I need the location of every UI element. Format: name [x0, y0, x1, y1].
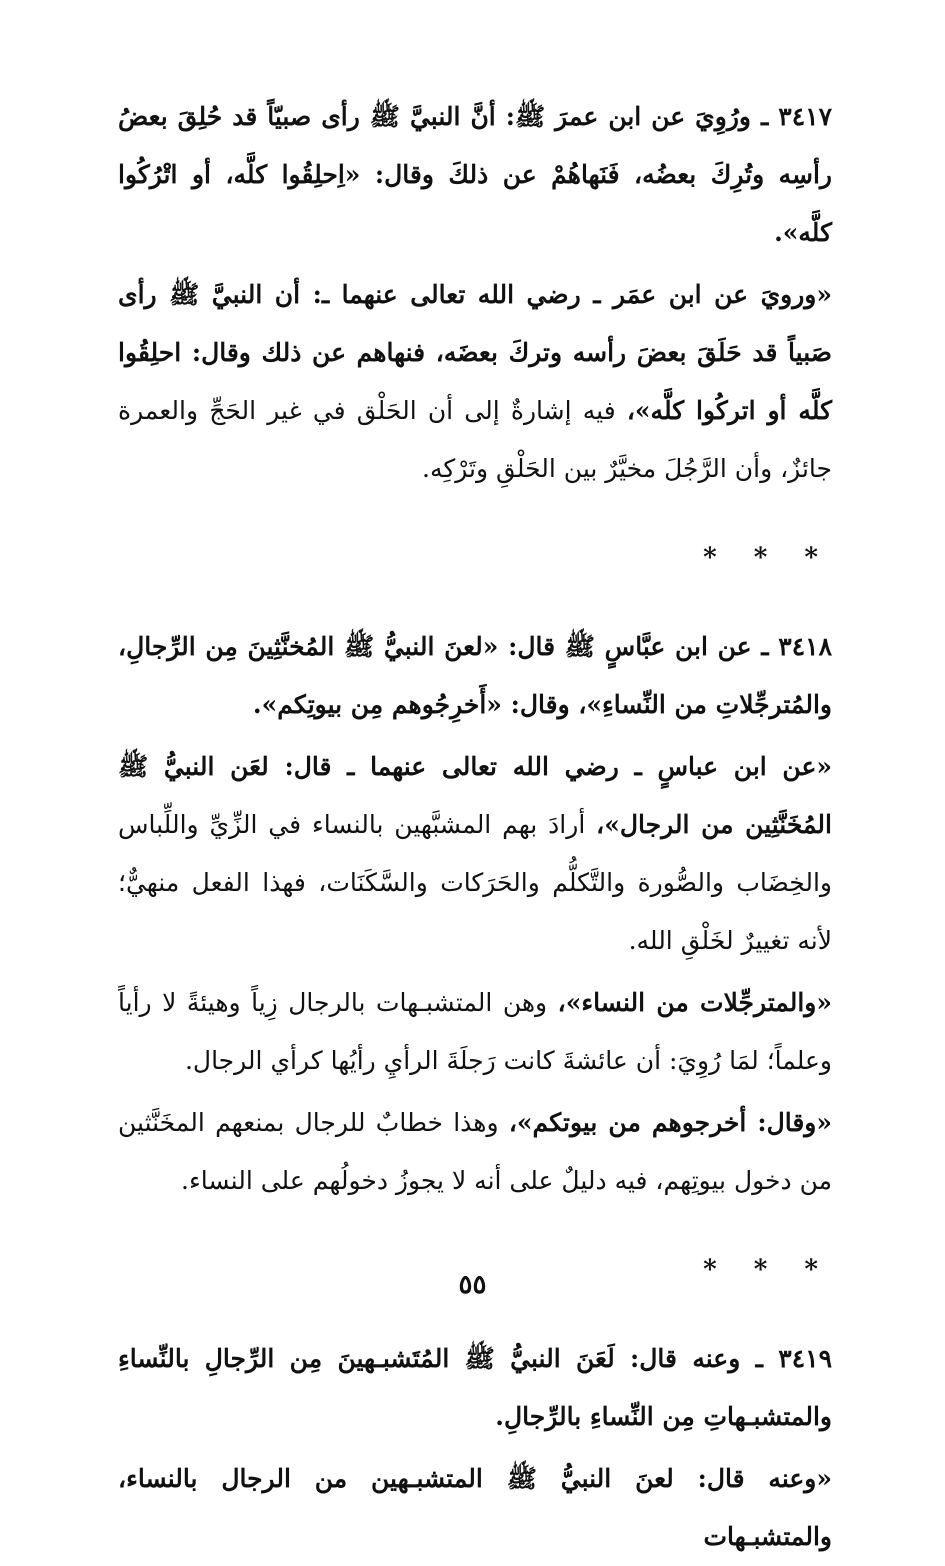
hadith-3418-commentary-3 — [118, 1094, 832, 1210]
page-body — [118, 88, 832, 1566]
commentary-quote: «وقال: أخرجوهم من بيوتكم»، — [508, 1108, 833, 1137]
commentary-quote: «وعنه قال: لعنَ النبيُّ ﷺ المتشبـهين من الرجال بالنساء، والمتشبـهات — [118, 1464, 832, 1551]
hadith-3418-commentary-1 — [118, 738, 832, 970]
hadith-3419-commentary — [118, 1450, 832, 1566]
commentary-quote: «ورويَ عن ابن عمَر ـ رضي الله تعالى عنهما ـ: أن النبيَّ ﷺ رأى صَبياً قد حَلَقَ بعضَ رأسه وتركَ بعضَه، فنهاهم عن ذلك وقال: احلِقُوا كلَّه أو اتركُوا كلَّه»، — [118, 280, 832, 425]
commentary-explanation: وهذا خطابٌ للرجال بمنعهم المخَنَّثين من دخول بيوتِهم، فيه دليلٌ على أنه لا يجوزُ دخولُهم على النساء. — [118, 1108, 832, 1195]
commentary-explanation: أرادَ بهم المشبَّهين بالنساء في الزِّيِّ واللِّباس والخِضَاب والصُّورة والتَّكلُّم والحَرَكات والسَّكَنَات، فهذا الفعل منهيٌّ؛ لأنه تغييرٌ لخَلْقِ الله. — [118, 810, 832, 955]
hadith-3418-commentary-2 — [118, 974, 832, 1090]
hadith-3418-text: ٣٤١٨ ـ عن ابن عبَّاسٍ ﷺ قال: «لعنَ النبيُّ ﷺ المُخنَّثِينَ مِن الرِّجالِ، والمُترجِّلاتِ من النِّساءِ»، وقال: «أَخرِجُوهم مِن بيوتِكم». — [118, 632, 832, 719]
section-divider: * * * — [703, 1255, 832, 1285]
hadith-3417-commentary — [118, 266, 832, 498]
page-number: ٥٥ — [458, 1270, 487, 1300]
commentary-explanation: وهن المتشبـهات بالرجال زِياً وهيئةً لا رأياً وعلماً؛ لمَا رُوِيَ: أن عائشةَ كانت رَجلَةَ الرأيِ رأيُها كرأي الرجال. — [118, 988, 832, 1075]
hadith-3417-text: ٣٤١٧ ـ ورُوِيَ عن ابن عمرَ ﷺ: أنَّ النبيَّ ﷺ رأى صبيّاً قد حُلِقَ بعضُ رأسِه وتُرِكَ بعضُه، فَنَهاهُمْ عن ذلكَ وقال: «اِحلِقُوا كلَّه، أو اتْرُكُوا كلَّه». — [118, 102, 832, 247]
commentary-quote: «عن ابن عباسٍ ـ رضي الله تعالى عنهما ـ قال: لعَن النبيُّ ﷺ المُخَنَّثِين من الرجال»، — [118, 752, 832, 839]
hadith-3419-text: ٣٤١٩ ـ وعنه قال: لَعَنَ النبيُّ ﷺ المُتَشبـهينَ مِن الرِّجالِ بالنِّساءِ والمتشبـهاتِ مِن النِّساءِ بالرِّجالِ. — [118, 1344, 832, 1431]
commentary-quote: «والمترجِّلات من النساء»، — [557, 988, 833, 1017]
section-divider: * * * — [703, 543, 832, 573]
commentary-explanation: فيه إشارةٌ إلى أن الحَلْق في غير الحَجِّ والعمرة جائزٌ، وأن الرَّجُلَ مخيَّرٌ بين الحَلْقِ وتَرْكِه. — [118, 396, 832, 483]
